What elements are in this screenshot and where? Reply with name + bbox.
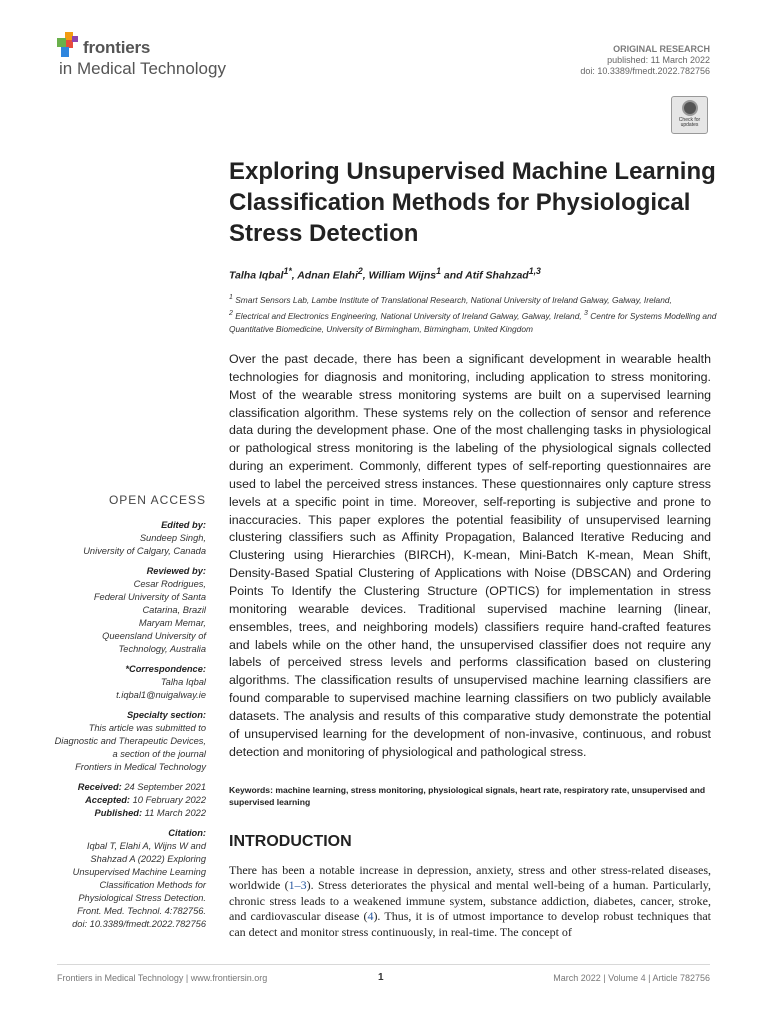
reviewer-line: Maryam Memar, bbox=[138, 618, 206, 628]
affiliations: $^1$ Smart Sensors Lab, Lambe Institute of Translational Research, National University of Ireland Galway, Galway, Ireland, $^2$ Electrical and Electronics Engineering, National University of Ireland Galway, Galway, Ireland, $^3$ Centre for Systems Modelling and Quantitative Biomedicine, University of Birmingham, Birmingham, United Kingdom bbox=[229, 294, 717, 334]
editor-affiliation: University of Calgary, Canada bbox=[83, 546, 206, 556]
article-title: Exploring Unsupervised Machine Learning Classification Methods for Physiological Stress Detection bbox=[229, 158, 716, 247]
reviewer-line: Cesar Rodrigues, bbox=[133, 579, 206, 589]
editor-name: Sundeep Singh, bbox=[139, 533, 206, 543]
correspondence-name: Talha Iqbal bbox=[160, 677, 206, 687]
abstract: Over the past decade, there has been a significant development in wearable health technologies for diagnosis and monitoring, including application to stress monitoring. Most of the wearable stress monitoring systems are built on a supervised learning classification algorithm. These systems rely on the collection of sensor and reference data during the development phase. One of the most challenging tasks in physiological or pathological stress monitoring is the labeling of the physiological signals collected during an experiment. Commonly, different types of self-reporting questionnaires are used to label the perceived stress instances. These questionnaires only capture stress levels at a specific point in time. Moreover, self-reporting is subjective and prone to inaccuracies. This paper explores the potential feasibility of unsupervised learning clustering classifiers such as Affinity Propagation, Balanced Iterative Reducing and Clustering using Hierarchies (BIRCH), K-mean, Mini-Batch K-mean, Mean Shift, Density-Based Spatial Clustering of Applications with Noise (DBSCAN) and Ordering Points To Identify the Clustering Structure (OPTICS) for implementation in stress monitoring wearable devices. Traditional supervised machine learning (linear, ensembles, trees, and neighboring models) classifiers require hand-crafted features and labels while on the other hand, the unsupervised classifier does not require any labels of perceived stress levels and performs classification based on clustering algorithms. The classification results of unsupervised machine learning classifiers are found comparable to supervised machine learning classifiers on two publicly available datasets. The analysis and results of this comparative study demonstrate the potential of unsupervised learning for the development of non-invasive, continuous, and robust detection and monitoring of physiological and pathological stress. bbox=[229, 352, 711, 759]
received-date: Received: 24 September 2021 bbox=[77, 782, 206, 792]
accepted-date: Accepted: 10 February 2022 bbox=[85, 795, 206, 805]
check-for-updates-badge[interactable] bbox=[671, 96, 708, 134]
author-affiliation-mark: 2 bbox=[357, 266, 363, 276]
footer-issue-info: March 2022 | Volume 4 | Article 782756 bbox=[553, 973, 710, 983]
affiliation-1: Smart Sensors Lab, Lambe Institute of Translational Research, National University of Ireland Galway, Galway, Ireland, bbox=[235, 294, 672, 305]
reviewer-line: Technology, Australia bbox=[118, 644, 206, 654]
reference-link[interactable]: 4 bbox=[367, 909, 374, 924]
citation-line: Iqbal T, Elahi A, Wijns W and bbox=[86, 841, 206, 851]
specialty-line: Frontiers in Medical Technology bbox=[75, 762, 206, 772]
article-type: ORIGINAL RESEARCH bbox=[613, 44, 710, 54]
open-access-label: OPEN ACCESS bbox=[108, 493, 206, 507]
published-date: published: 11 March 2022 bbox=[607, 55, 710, 65]
citation-line: Physiological Stress Detection. bbox=[78, 893, 206, 903]
citation-heading: Citation: bbox=[168, 828, 206, 838]
keywords: Keywords: machine learning, stress monitoring, physiological signals, heart rate, respiratory rate, unsupervised and supervised learning bbox=[229, 785, 706, 807]
correspondence-heading: *Correspondence: bbox=[125, 664, 206, 674]
logo-brand: frontiers bbox=[83, 38, 151, 57]
specialty-line: a section of the journal bbox=[112, 749, 206, 759]
reference-link[interactable]: 1–3 bbox=[288, 878, 307, 893]
reviewer-line: Catarina, Brazil bbox=[142, 605, 206, 615]
citation-line: Front. Med. Technol. 4:782756. bbox=[77, 906, 206, 916]
journal-logo[interactable] bbox=[57, 32, 287, 82]
article-meta-header bbox=[580, 44, 710, 77]
citation-line: Unsupervised Machine Learning bbox=[72, 867, 206, 877]
author-affiliation-mark: 1,3 bbox=[528, 266, 541, 276]
correspondence-email[interactable]: t.iqbal1@nuigalway.ie bbox=[116, 690, 206, 700]
check-updates-label: Check for updates bbox=[678, 117, 701, 128]
logo-journal-name: in Medical Technology bbox=[59, 59, 226, 78]
citation-doi[interactable]: doi: 10.3389/fmedt.2022.782756 bbox=[72, 919, 206, 929]
author-name[interactable]: Adnan Elahi bbox=[297, 269, 358, 282]
specialty-section-heading: Specialty section: bbox=[126, 710, 206, 720]
author-name[interactable]: Atif Shahzad bbox=[465, 269, 529, 282]
published-date-sidebar: Published: 11 March 2022 bbox=[94, 808, 206, 818]
reviewer-line: Queensland University of bbox=[102, 631, 206, 641]
author-affiliation-mark: 1 bbox=[436, 266, 441, 276]
specialty-line: This article was submitted to bbox=[88, 723, 206, 733]
affiliation-3: Centre for Systems Modelling and Quantitative Biomedicine, University of Birmingham, Birmingham, United Kingdom bbox=[229, 310, 717, 334]
edited-by-heading: Edited by: bbox=[161, 520, 206, 530]
author-list: Talha Iqbal$^{1*}$, Adnan Elahi$^2$, William Wijns$^1$ and Atif Shahzad$^{1,3}$ bbox=[229, 266, 541, 282]
reviewer-line: Federal University of Santa bbox=[93, 592, 206, 602]
author-name[interactable]: William Wijns bbox=[368, 269, 437, 282]
check-updates-icon bbox=[682, 100, 698, 116]
citation-line: Shahzad A (2022) Exploring bbox=[90, 854, 206, 864]
citation-line: Classification Methods for bbox=[99, 880, 206, 890]
footer-divider bbox=[57, 964, 710, 965]
article-doi[interactable]: doi: 10.3389/fmedt.2022.782756 bbox=[580, 66, 710, 76]
frontiers-logo-icon bbox=[57, 32, 81, 58]
author-affiliation-mark: 1* bbox=[283, 266, 292, 276]
introduction-paragraph: There has been a notable increase in depression, anxiety, stress and other stress-related diseases, worldwide (1–3). Stress deteriorates the physical and mental well-being of a human. Particularly, chronic stress leads to a weakened immune system, substance addiction, diabetes, cancer, stroke, and cardiovascular disease (4). Thus, it is of utmost importance to develop robust techniques that can detect and monitor stress continuously, in real-time. The concept of bbox=[229, 863, 712, 939]
page-number: 1 bbox=[378, 972, 384, 983]
article-info-sidebar bbox=[36, 494, 206, 931]
specialty-line: Diagnostic and Therapeutic Devices, bbox=[54, 736, 206, 746]
reviewed-by-heading: Reviewed by: bbox=[146, 566, 206, 576]
affiliation-2: Electrical and Electronics Engineering, National University of Ireland Galway, Galway, Ireland, bbox=[235, 310, 582, 321]
author-name[interactable]: Talha Iqbal bbox=[229, 269, 284, 282]
section-heading-introduction: INTRODUCTION bbox=[229, 833, 352, 850]
footer-journal-link[interactable]: Frontiers in Medical Technology | www.frontiersin.org bbox=[57, 973, 268, 983]
